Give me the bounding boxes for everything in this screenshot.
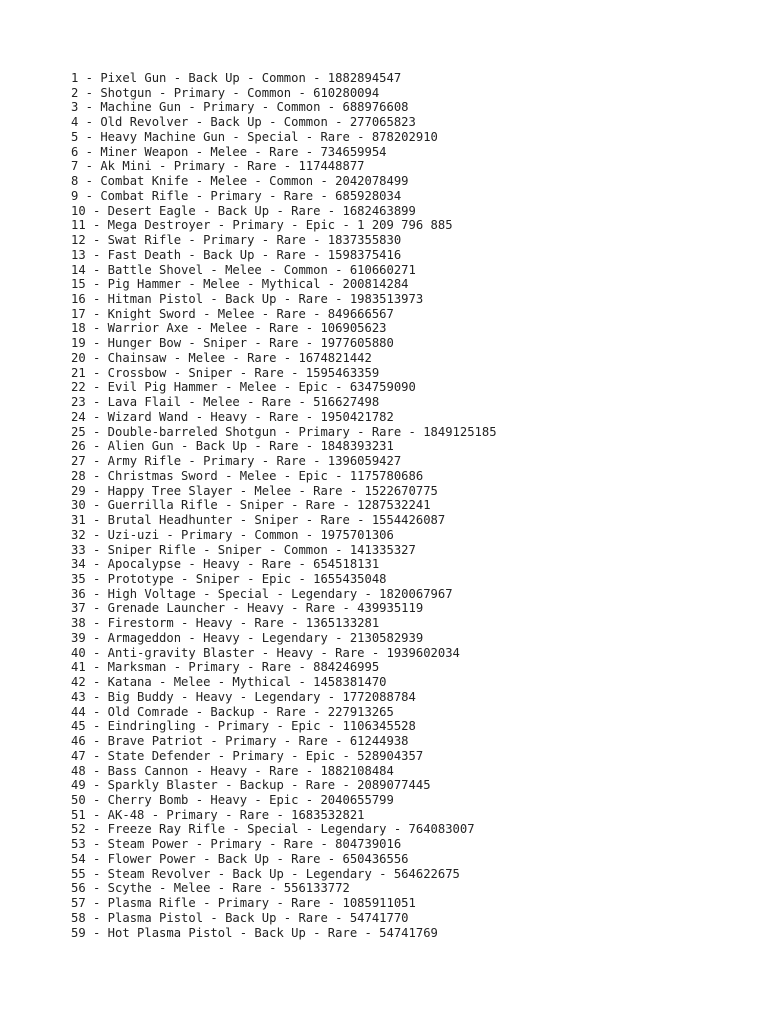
list-item: 9 - Combat Rifle - Primary - Rare - 685928034 <box>71 188 402 203</box>
list-item: 2 - Shotgun - Primary - Common - 610280094 <box>71 85 380 100</box>
list-item: 10 - Desert Eagle - Back Up - Rare - 1682463899 <box>71 203 416 218</box>
list-item: 40 - Anti-gravity Blaster - Heavy - Rare - 1939602034 <box>71 645 460 660</box>
list-item: 25 - Double-barreled Shotgun - Primary - Rare - 1849125185 <box>71 424 497 439</box>
list-item: 36 - High Voltage - Special - Legendary - 1820067967 <box>71 586 453 601</box>
weapon-list <box>71 71 497 940</box>
list-item: 45 - Eindringling - Primary - Epic - 1106345528 <box>71 719 416 734</box>
list-item: 27 - Army Rifle - Primary - Rare - 1396059427 <box>71 454 402 469</box>
list-item: 52 - Freeze Ray Rifle - Special - Legendary - 764083007 <box>71 822 475 837</box>
list-item: 48 - Bass Cannon - Heavy - Rare - 1882108484 <box>71 763 394 778</box>
list-item: 51 - AK-48 - Primary - Rare - 1683532821 <box>71 807 365 822</box>
list-item: 5 - Heavy Machine Gun - Special - Rare - 878202910 <box>71 129 438 144</box>
list-item: 47 - State Defender - Primary - Epic - 528904357 <box>71 748 424 763</box>
list-item: 53 - Steam Power - Primary - Rare - 804739016 <box>71 837 402 852</box>
list-item: 3 - Machine Gun - Primary - Common - 688976608 <box>71 100 409 115</box>
list-item: 16 - Hitman Pistol - Back Up - Rare - 1983513973 <box>71 292 424 307</box>
list-item: 17 - Knight Sword - Melee - Rare - 849666567 <box>71 306 394 321</box>
list-item: 39 - Armageddon - Heavy - Legendary - 2130582939 <box>71 630 424 645</box>
list-item: 6 - Miner Weapon - Melee - Rare - 734659954 <box>71 144 387 159</box>
list-item: 13 - Fast Death - Back Up - Rare - 1598375416 <box>71 247 402 262</box>
list-item: 49 - Sparkly Blaster - Backup - Rare - 2089077445 <box>71 778 431 793</box>
list-item: 33 - Sniper Rifle - Sniper - Common - 141335327 <box>71 542 416 557</box>
list-item: 31 - Brutal Headhunter - Sniper - Rare - 1554426087 <box>71 513 446 528</box>
list-item: 37 - Grenade Launcher - Heavy - Rare - 439935119 <box>71 601 424 616</box>
list-item: 22 - Evil Pig Hammer - Melee - Epic - 634759090 <box>71 380 416 395</box>
list-item: 50 - Cherry Bomb - Heavy - Epic - 2040655799 <box>71 792 394 807</box>
list-item: 42 - Katana - Melee - Mythical - 1458381470 <box>71 675 387 690</box>
list-item: 12 - Swat Rifle - Primary - Rare - 1837355830 <box>71 233 402 248</box>
list-item: 57 - Plasma Rifle - Primary - Rare - 1085911051 <box>71 896 416 911</box>
list-item: 20 - Chainsaw - Melee - Rare - 1674821442 <box>71 350 372 365</box>
list-item: 43 - Big Buddy - Heavy - Legendary - 1772088784 <box>71 689 416 704</box>
list-item: 4 - Old Revolver - Back Up - Common - 277065823 <box>71 115 416 130</box>
list-item: 35 - Prototype - Sniper - Epic - 1655435048 <box>71 571 387 586</box>
list-item: 54 - Flower Power - Back Up - Rare - 650436556 <box>71 851 409 866</box>
list-item: 26 - Alien Gun - Back Up - Rare - 1848393231 <box>71 439 394 454</box>
list-item: 38 - Firestorm - Heavy - Rare - 1365133281 <box>71 616 380 631</box>
list-item: 14 - Battle Shovel - Melee - Common - 610660271 <box>71 262 416 277</box>
list-item: 1 - Pixel Gun - Back Up - Common - 1882894547 <box>71 71 402 85</box>
list-item: 29 - Happy Tree Slayer - Melee - Rare - 1522670775 <box>71 483 438 498</box>
list-item: 30 - Guerrilla Rifle - Sniper - Rare - 1287532241 <box>71 498 431 513</box>
list-item: 55 - Steam Revolver - Back Up - Legendary - 564622675 <box>71 866 460 881</box>
list-item: 21 - Crossbow - Sniper - Rare - 1595463359 <box>71 365 380 380</box>
list-item: 59 - Hot Plasma Pistol - Back Up - Rare - 54741769 <box>71 925 438 940</box>
list-item: 19 - Hunger Bow - Sniper - Rare - 1977605880 <box>71 336 394 351</box>
list-item: 15 - Pig Hammer - Melee - Mythical - 200814284 <box>71 277 409 292</box>
list-item: 24 - Wizard Wand - Heavy - Rare - 1950421782 <box>71 409 394 424</box>
list-item: 18 - Warrior Axe - Melee - Rare - 106905623 <box>71 321 387 336</box>
list-item: 7 - Ak Mini - Primary - Rare - 117448877 <box>71 159 365 174</box>
list-item: 23 - Lava Flail - Melee - Rare - 516627498 <box>71 395 380 410</box>
list-item: 8 - Combat Knife - Melee - Common - 2042078499 <box>71 174 409 189</box>
list-item: 11 - Mega Destroyer - Primary - Epic - 1 209 796 885 <box>71 218 453 233</box>
list-item: 58 - Plasma Pistol - Back Up - Rare - 54741770 <box>71 910 409 925</box>
list-item: 56 - Scythe - Melee - Rare - 556133772 <box>71 881 350 896</box>
list-item: 41 - Marksman - Primary - Rare - 884246995 <box>71 660 380 675</box>
list-item: 46 - Brave Patriot - Primary - Rare - 61244938 <box>71 734 409 749</box>
list-item: 44 - Old Comrade - Backup - Rare - 227913265 <box>71 704 394 719</box>
list-item: 28 - Christmas Sword - Melee - Epic - 1175780686 <box>71 468 424 483</box>
list-item: 34 - Apocalypse - Heavy - Rare - 654518131 <box>71 557 380 572</box>
list-item: 32 - Uzi-uzi - Primary - Common - 1975701306 <box>71 527 394 542</box>
